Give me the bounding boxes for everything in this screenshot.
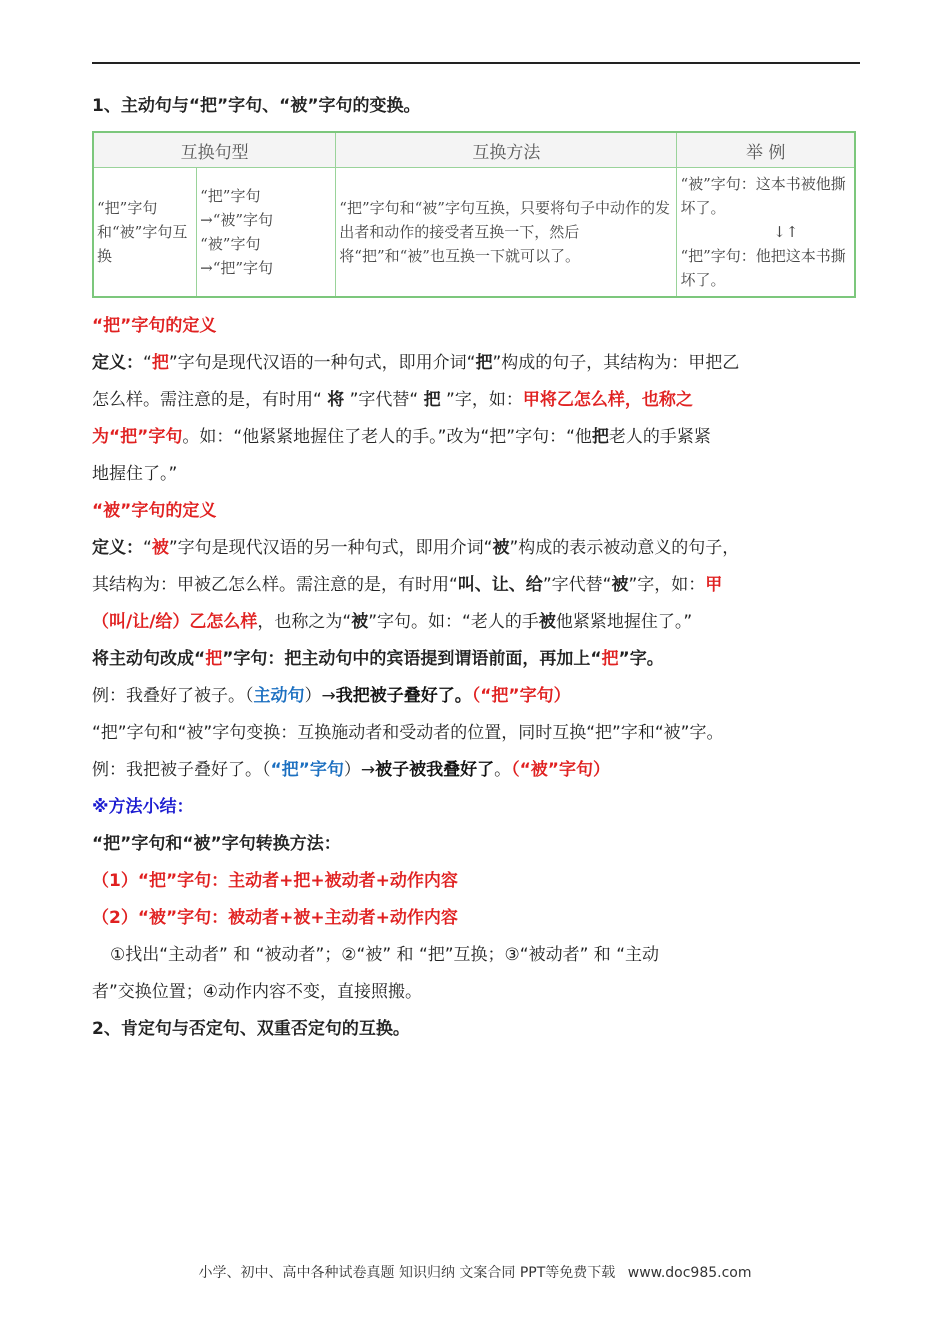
document-body [92,88,872,1048]
cell-example [677,168,855,298]
ba-definition-line-2: 怎么样。需注意的是，有时用“ 将 ”字代替“ 把 ”字，如：甲将乙怎么样，也称之 [92,390,693,410]
swap-arrows-icon: ↓↑ [773,223,799,241]
summary-subtitle: “把”字句和“被”字句转换方法： [92,834,341,854]
type-line: “被”字句 [200,235,261,253]
formula-ba: （1）“把”字句：主动者+把+被动者+动作内容 [92,871,458,891]
example-line-2: 例：我把被子叠好了。（“把”字句）→被子被我叠好了。（“被”字句） [92,760,610,780]
ba-definition-line-4: 地握住了。” [92,464,178,484]
header-example: 举 例 [677,132,855,168]
top-rule [92,62,860,64]
cell-type-label: “把”字句和“被”字句互换 [93,168,197,298]
bei-definition-title: “被”字句的定义 [92,501,217,521]
footer-text: 小学、初中、高中各种试卷真题 知识归纳 文案合同 PPT等免费下载 [198,1265,616,1281]
table-header-row [93,132,855,168]
active-to-ba-rule: 将主动句改成“把”字句：把主动句中的宾语提到谓语前面，再加上“把”字。 [92,649,664,669]
summary-title: ※方法小结： [92,797,194,817]
section-heading-2: 2、肯定句与否定句、双重否定句的互换。 [92,1019,410,1039]
type-line: “把”字句 [200,187,261,205]
example-line-1: 例：我叠好了被子。（主动句）→我把被子叠好了。（“把”字句） [92,686,571,706]
bei-definition-line-2: 其结构为：甲被乙怎么样。需注意的是，有时用“叫、让、给”字代替“被”字，如：甲 [92,575,723,595]
type-line: →“把”字句 [200,259,274,277]
cell-type-lines [197,168,336,298]
footer-url[interactable]: www.doc985.com [627,1265,752,1281]
ba-definition-title: “把”字句的定义 [92,316,217,336]
type-line: →“被”字句 [200,211,274,229]
ba-definition-line-1: 定义：“把”字句是现代汉语的一种句式，即用介词“把”构成的句子，其结构为：甲把乙 [92,353,740,373]
header-method: 互换方法 [336,132,677,168]
example-bei: “被”字句：这本书被他撕坏了。 [680,175,846,217]
example-ba: “把”字句：他把这本书撕坏了。 [680,247,846,289]
page-footer [0,1262,950,1282]
section-heading-1: 1、主动句与“把”字句、“被”字句的变换。 [92,96,421,116]
steps-line-1: ①找出“主动者” 和 “被动者”；②“被” 和 “把”互换；③“被动者” 和 “主动 [110,945,660,965]
steps-line-2: 者”交换位置；④动作内容不变，直接照搬。 [92,982,423,1002]
formula-bei: （2）“被”字句：被动者+被+主动者+动作内容 [92,908,458,928]
table-row [93,168,855,298]
bei-definition-line-1: 定义：“被”字句是现代汉语的另一种句式，即用介词“被”构成的表示被动意义的句子， [92,538,740,558]
swap-rule-line: “把”字句和“被”字句变换：互换施动者和受动者的位置，同时互换“把”字和“被”字。 [92,723,724,743]
ba-definition-line-3: 为“把”字句。如：“他紧紧地握住了老人的手。”改为“把”字句：“他把老人的手紧紧 [92,427,711,447]
conversion-table [92,131,856,298]
bei-definition-line-3: （叫/让/给）乙怎么样，也称之为“被”字句。如：“老人的手被他紧紧地握住了。” [92,612,693,632]
cell-method: “把”字句和“被”字句互换，只要将句子中动作的发出者和动作的接受者互换一下，然后将“把”和“被”也互换一下就可以了。 [336,168,677,298]
header-type: 互换句型 [93,132,336,168]
